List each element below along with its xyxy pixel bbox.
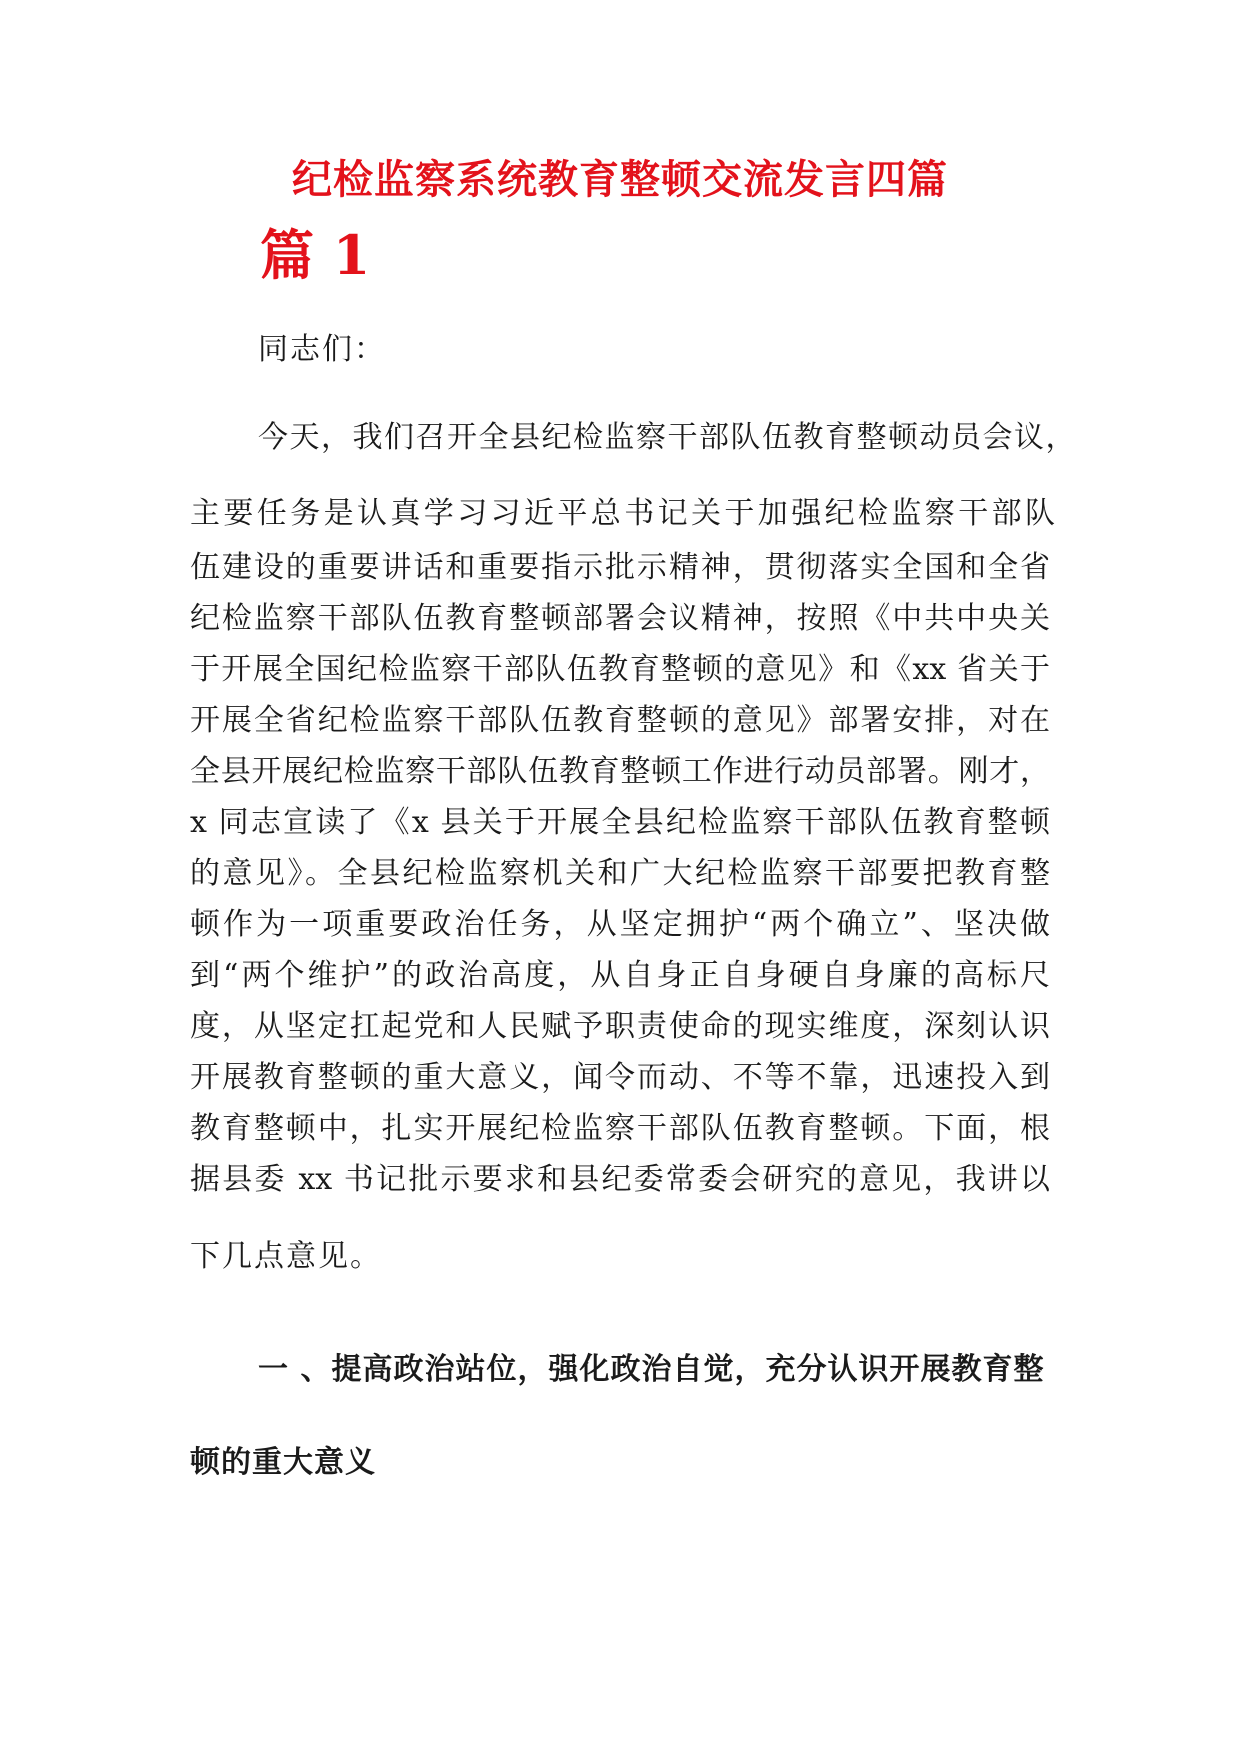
body-line: 顿作为一项重要政治任务，从坚定拥护“两个确立”、坚决做 <box>190 907 1050 942</box>
closing-line: 下几点意见。 <box>190 1239 382 1274</box>
body-line: 纪检监察干部队伍教育整顿部署会议精神，按照《中共中央关 <box>190 601 1050 636</box>
body-line: 的意见》。全县纪检监察机关和广大纪检监察干部要把教育整 <box>190 856 1050 891</box>
body-line: 度，从坚定扛起党和人民赋予职责使命的现实维度，深刻认识 <box>190 1009 1050 1044</box>
body-line: x 同志宣读了《x 县关于开展全县纪检监察干部队伍教育整顿 <box>190 805 1050 840</box>
document-title: 纪检监察系统教育整顿交流发言四篇 <box>292 156 948 203</box>
body-line-2: 主要任务是认真学习习近平总书记关于加强纪检监察干部队 <box>190 496 1059 531</box>
intro-line: 今天，我们召开全县纪检监察干部队伍教育整顿动员会议， <box>258 420 1077 455</box>
body-line: 到“两个维护”的政治高度，从自身正自身硬自身廉的高标尺 <box>190 958 1050 993</box>
body-line: 开展教育整顿的重大意义，闻令而动、不等不靠，迅速投入到 <box>190 1060 1050 1095</box>
body-line: 教育整顿中，扎实开展纪检监察干部队伍教育整顿。下面，根 <box>190 1111 1050 1146</box>
body-line: 据县委 xx 书记批示要求和县纪委常委会研究的意见，我讲以 <box>190 1162 1050 1197</box>
subheading-line-2: 顿的重大意义 <box>190 1445 376 1480</box>
body-line: 伍建设的重要讲话和重要指示批示精神，贯彻落实全国和全省 <box>190 550 1050 585</box>
salutation: 同志们： <box>258 332 386 367</box>
section-heading: 篇 1 <box>260 223 371 287</box>
body-line: 全县开展纪检监察干部队伍教育整顿工作进行动员部署。刚才， <box>190 754 1050 789</box>
subheading-line-1: 一 、提高政治站位，强化政治自觉，充分认识开展教育整 <box>258 1352 1045 1387</box>
body-line: 开展全省纪检监察干部队伍教育整顿的意见》部署安排，对在 <box>190 703 1050 738</box>
body-line: 于开展全国纪检监察干部队伍教育整顿的意见》和《xx 省关于 <box>190 652 1050 687</box>
